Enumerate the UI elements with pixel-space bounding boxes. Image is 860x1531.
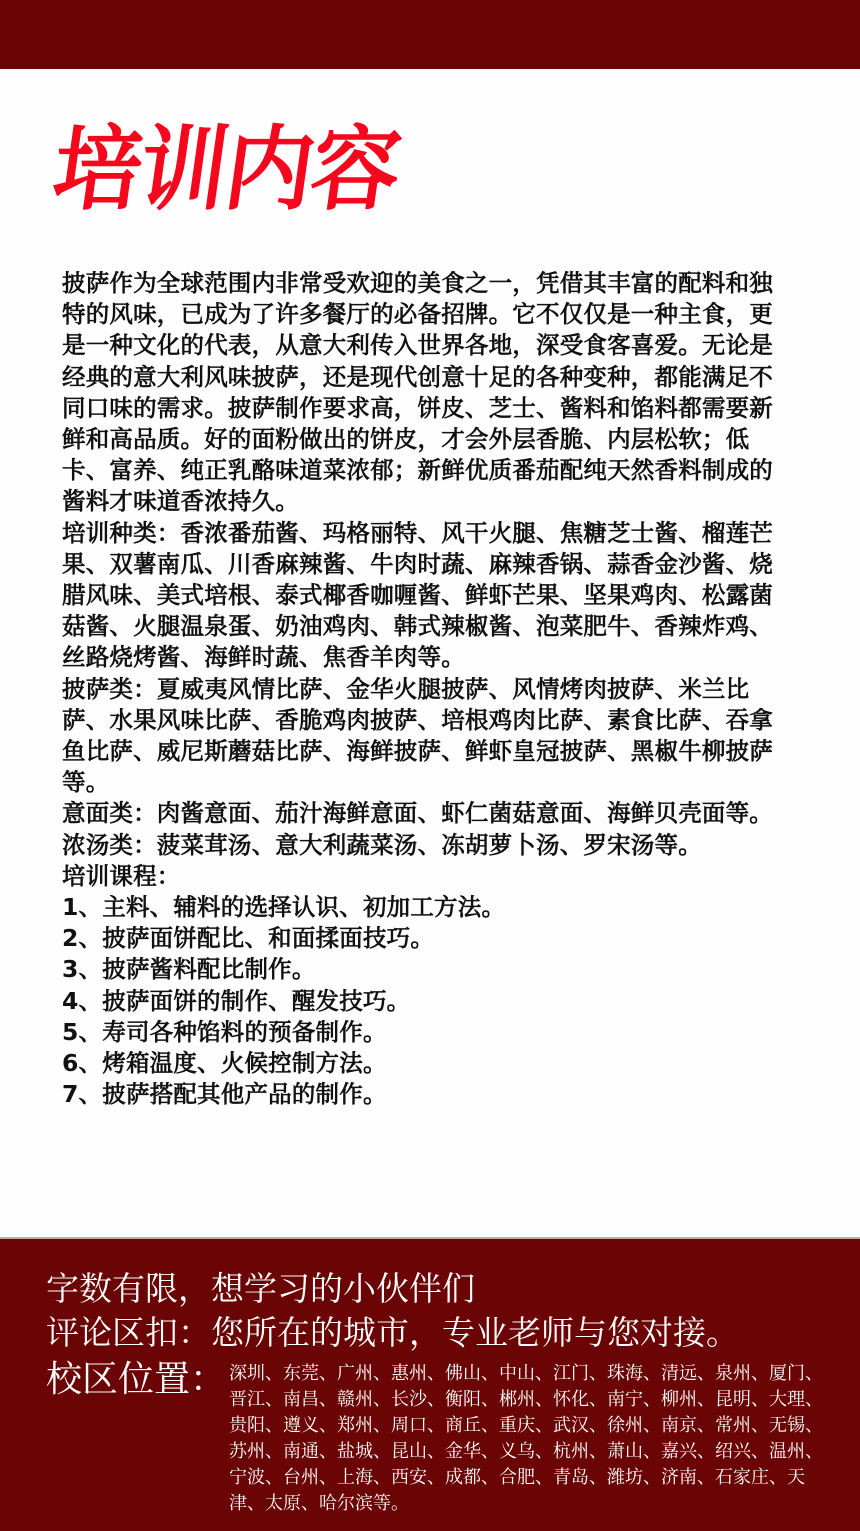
- page-title: 培训内容: [46, 115, 406, 224]
- soup-types-paragraph: 浓汤类：菠菜茸汤、意大利蔬菜汤、冻胡萝卜汤、罗宋汤等。: [62, 830, 702, 859]
- course-item: 5、寿司各种馅料的预备制作。: [62, 1017, 387, 1046]
- course-item: 1、主料、辅料的选择认识、初加工方法。: [62, 893, 506, 922]
- campus-list: 深圳、东莞、广州、惠州、佛山、中山、江门、珠海、清远、泉州、厦门、晋江、南昌、赣州、长沙、衡阳、郴州、怀化、南宁、柳州、昆明、大理、贵阳、遵义、郑州、周口、商丘、重庆、武汉、徐州、南京、常州、无锡、苏州、南通、盐城、昆山、金华、义乌、杭州、萧山、嘉兴、绍兴、温州、宁波、台州、上海、西安、成都、合肥、青岛、潍坊、济南、石家庄、天津、太原、哈尔滨等。: [229, 1363, 823, 1514]
- courses-heading: 培训课程：: [62, 861, 181, 890]
- training-types-paragraph: 培训种类：香浓番茄酱、玛格丽特、风干火腿、焦糖芝士酱、榴莲芒果、双薯南瓜、川香麻辣酱、牛肉时蔬、麻辣香锅、蒜香金沙酱、烧腊风味、美式培根、泰式椰香咖喱酱、鲜虾芒果、坚果鸡肉、松露菌菇酱、火腿温泉蛋、奶油鸡肉、韩式辣椒酱、泡菜肥牛、香辣炸鸡、丝路烧烤酱、海鲜时蔬、焦香羊肉等。: [62, 518, 773, 672]
- course-item: 2、披萨面饼配比、和面揉面技巧。: [62, 924, 435, 953]
- footer-banner: [0, 1237, 860, 1531]
- course-item: 4、披萨面饼的制作、醒发技巧。: [62, 986, 411, 1015]
- courses-list: [62, 892, 792, 1110]
- pasta-types-paragraph: 意面类：肉酱意面、茄汁海鲜意面、虾仁菌菇意面、海鲜贝壳面等。: [62, 799, 773, 828]
- course-item: 6、烤箱温度、火候控制方法。: [62, 1049, 387, 1078]
- course-item: 3、披萨酱料配比制作。: [62, 955, 316, 984]
- training-content: [62, 268, 792, 1110]
- top-banner: [0, 0, 860, 69]
- pizza-types-paragraph: 披萨类：夏威夷风情比萨、金华火腿披萨、风情烤肉披萨、米兰比萨、水果风味比萨、香脆鸡肉披萨、培根鸡肉比萨、素食比萨、吞拿鱼比萨、威尼斯蘑菇比萨、海鲜披萨、鲜虾皇冠披萨、黑椒牛柳披萨等。: [62, 674, 773, 797]
- campus-label: 校区位置：: [46, 1359, 227, 1400]
- footer-line-limited: 字数有限，想学习的小伙伴们: [46, 1269, 475, 1308]
- intro-paragraph: 披萨作为全球范围内非常受欢迎的美食之一，凭借其丰富的配料和独特的风味，已成为了许多餐厅的必备招牌。它不仅仅是一种主食，更是一种文化的代表，从意大利传入世界各地，深受食客喜爱。无论是经典的意大利风味披萨，还是现代创意十足的各种变种，都能满足不同口味的需求。披萨制作要求高，饼皮、芝士、酱料和馅料都需要新鲜和高品质。好的面粉做出的饼皮，才会外层香脆、内层松软；低卡、富养、纯正乳酪味道菜浓郁；新鲜优质番茄配纯天然香料制成的酱料才味道香浓持久。: [62, 269, 773, 516]
- course-item: 7、披萨搭配其他产品的制作。: [62, 1080, 387, 1109]
- footer-line-comment: 评论区扣：您所在的城市，专业老师与您对接。: [46, 1313, 739, 1352]
